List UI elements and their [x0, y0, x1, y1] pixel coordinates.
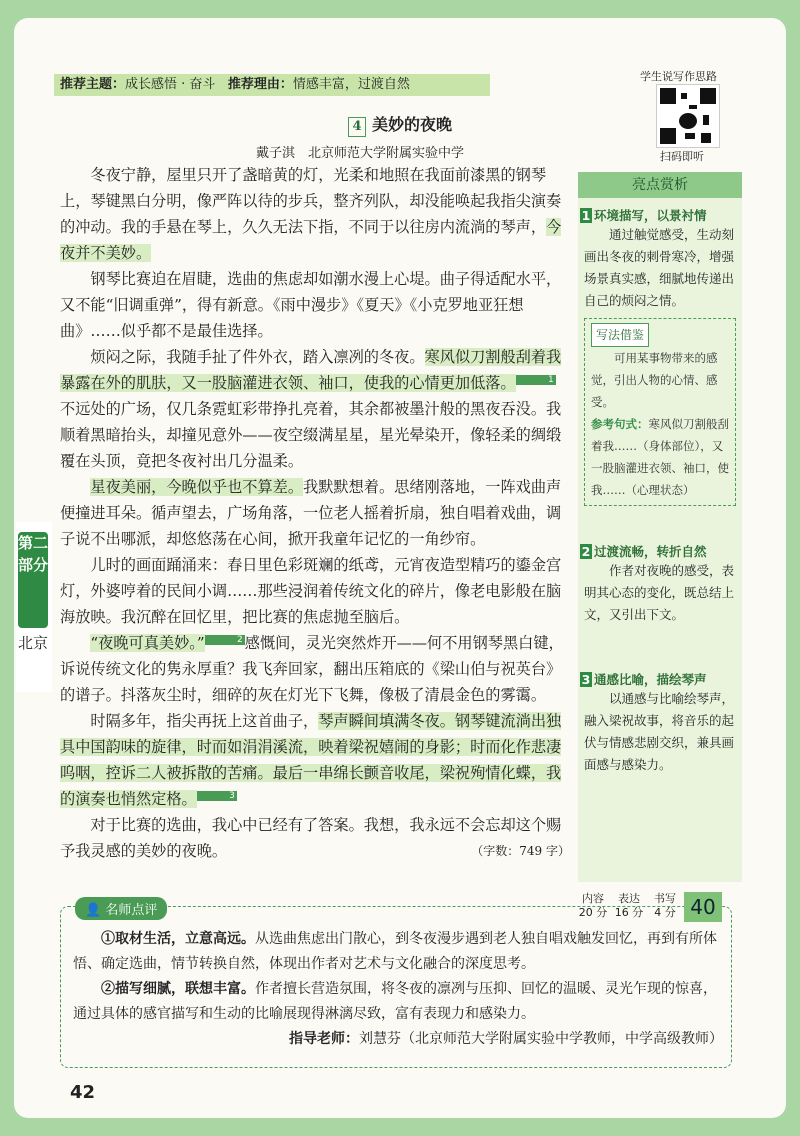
- score-total: 40: [684, 892, 722, 922]
- score-expression: 表达 16 分: [614, 892, 644, 919]
- highlight-1: 今夜并不美妙。: [60, 218, 562, 262]
- score-content: 内容 20 分: [578, 892, 608, 919]
- page-number: 42: [70, 1082, 96, 1103]
- article-title-row: [0, 112, 800, 137]
- paragraph-1: 冬夜宁静，屋里只开了盏暗黄的灯，光柔和地照在我面前漆黑的钢琴上，琴键黑白分明，像严阵以待的步兵，整齐列队，却没能唤起我指尖演奏的冲动。我的手悬在琴上，久久无法下指，不同于以往房内流淌的琴声，今夜并不美妙。: [60, 166, 562, 262]
- theme-value: 成长感悟 · 奋斗: [125, 77, 216, 92]
- writing-tip-title: 写法借鉴: [591, 323, 649, 347]
- paragraph-4: 星夜美丽，今晚似乎也不算差。我默默想着。思绪刚落地，一阵戏曲声便撞进耳朵。循声望去，广场角落，一位老人摇着折扇，独自唱着戏曲，调子说不出哪派，却悠悠荡在心间，掀开我童年记忆的一角纱帘。: [60, 478, 562, 548]
- writing-tip-pattern: 参考句式：寒风似刀割般刮着我……（身体部位），又一股脑灌进衣领、袖口，使我……（心理状态）: [591, 417, 729, 497]
- qr-bottom-label: 扫码即听: [660, 150, 704, 163]
- paragraph-6: “夜晚可真美妙。” 2 感慨间，灵光突然炸开——何不用钢琴黑白键，诉说传统文化的隽永厚重？我飞奔回家，翻出压箱底的《梁山伯与祝英台》的谱子。抖落灰尘时，细碎的灰在灯光下飞舞，像极了清晨金色的雾霭。: [60, 634, 564, 704]
- sidebar-section-2-text: 作者对夜晚的感受，表明其心态的变化，既总结上文，又引出下文。: [584, 563, 735, 622]
- recommend-bar: [54, 74, 490, 96]
- sidebar-section-1-title: 1 环境描写，以景衬情: [581, 208, 707, 223]
- footnote-marker-1[interactable]: 1: [516, 375, 556, 385]
- reason-label: 推荐理由：: [227, 77, 293, 92]
- article-title: 美妙的夜晚: [371, 115, 452, 134]
- theme-label: 推荐主题：: [60, 77, 126, 92]
- part-label: 第二部分: [18, 532, 48, 628]
- sidebar-section-2-title: 2 过渡流畅，转折自然: [581, 544, 707, 559]
- highlights-sidebar: [578, 172, 742, 882]
- review-body: [73, 927, 723, 1052]
- paragraph-7: 时隔多年，指尖再抚上这首曲子，琴声瞬间填满冬夜。钢琴键流淌出独具中国韵味的旋律，时而如涓涓溪流，映着梁祝嬉闹的身影；时而化作悲凄呜咽，控诉二人被拆散的苦痛。最后一串绵长颤音收尾，梁祝殉情化蝶，我的演奏也悄然定格。 3: [60, 712, 562, 808]
- review-point-1: ①取材生活，立意高远。从选曲焦虑出门散心，到冬夜漫步遇到老人独自唱戏触发回忆，再到有所体悟、确定选曲，情节转换自然，体现出作者对艺术与文化融合的深度思考。: [73, 931, 717, 972]
- teacher-credit: 指导老师：刘慧芬（北京师范大学附属实验中学教师，中学高级教师）: [289, 1031, 723, 1047]
- score-writing: 书写 4 分: [654, 892, 676, 919]
- sidebar-section-3-title: 3 通感比喻，描绘琴声: [581, 672, 707, 687]
- review-point-2: ②描写细腻，联想丰富。作者擅长营造氛围，将冬夜的凛冽与压抑、回忆的温暖、灵光乍现的惊喜，通过具体的感官描写和生动的比喻展现得淋漓尽致，富有表现力和感染力。: [73, 981, 717, 1022]
- writing-tip-text: 可用某事物带来的感觉，引出人物的心情、感受。: [591, 351, 718, 409]
- sidebar-section-1-text: 通过触觉感受，生动刻画出冬夜的刺骨寒冷，增强场景真实感，细腻地传递出自己的烦闷之情。: [584, 227, 735, 308]
- word-count: （字数：749 字）: [471, 844, 570, 858]
- highlight-5: 琴声瞬间填满冬夜。钢琴键流淌出独具中国韵味的旋律，时而如涓涓溪流，映着梁祝嬉闹的身影；时而化作悲凄呜咽，控诉二人被拆散的苦痛。最后一串绵长颤音收尾，梁祝殉情化蝶，我的演奏也悄然定格。: [60, 712, 562, 808]
- footnote-marker-2[interactable]: 2: [205, 635, 245, 645]
- sidebar-section-3-text: 以通感与比喻绘琴声，融入梁祝故事，将音乐的起伏与情感悲剧交织，兼具画面感与感染力。: [584, 691, 735, 772]
- writing-tip-box: [584, 318, 736, 506]
- article-author: 戴子淇 北京师范大学附属实验中学: [255, 146, 464, 161]
- highlight-4: “夜晚可真美妙。”: [90, 634, 205, 652]
- review-heading: 👤 名师点评: [75, 897, 167, 920]
- highlight-2: 寒风似刀割般刮着我暴露在外的肌肤，又一股脑灌进衣领、袖口，使我的心情更加低落。: [60, 348, 562, 392]
- reason-value: 情感丰富，过渡自然: [292, 77, 410, 92]
- qr-top-label: 学生说写作思路: [640, 70, 717, 83]
- paragraph-5: 儿时的画面踊涌来：春日里色彩斑斓的纸鸢，元宵夜造型精巧的鎏金宫灯，外婆哼着的民间小调……那些浸润着传统文化的碎片，像老电影般在脑海放映。我沉醉在回忆里，把比赛的焦虑抛至脑后。: [60, 556, 562, 626]
- paragraph-8: 对于比赛的选曲，我心中已经有了答案。我想，我永远不会忘却这个赐予我灵感的美妙的夜晚。 （字数：749 字）: [60, 812, 570, 864]
- article-body: [60, 162, 570, 864]
- highlight-3: 星夜美丽，今晚似乎也不算差。: [90, 478, 304, 496]
- paragraph-2: 钢琴比赛迫在眉睫，选曲的焦虑却如潮水漫上心堤。曲子得适配水平，又不能“旧调重弹”，得有新意。《雨中漫步》《夏天》《小克罗地亚狂想曲》……似乎都不是最佳选择。: [60, 270, 562, 340]
- score-bar: [576, 892, 722, 922]
- paragraph-3: 烦闷之际，我随手扯了件外衣，踏入凛冽的冬夜。寒风似刀割般刮着我暴露在外的肌肤，又一股脑灌进衣领、袖口，使我的心情更加低落。 1不远处的广场，仅几条霓虹彩带挣扎亮着，其余都被墨汁般的黑夜吞没。我顺着黑暗抬头，却撞见意外——夜空缀满星星，星光晕染开，像轻柔的绸缎覆在头顶，竟把冬夜衬出几分温柔。: [60, 348, 562, 470]
- article-number: 4: [348, 117, 366, 137]
- sidebar-heading: 亮点赏析: [578, 172, 742, 198]
- footnote-marker-3[interactable]: 3: [197, 791, 237, 801]
- city-label: 北京: [18, 634, 49, 652]
